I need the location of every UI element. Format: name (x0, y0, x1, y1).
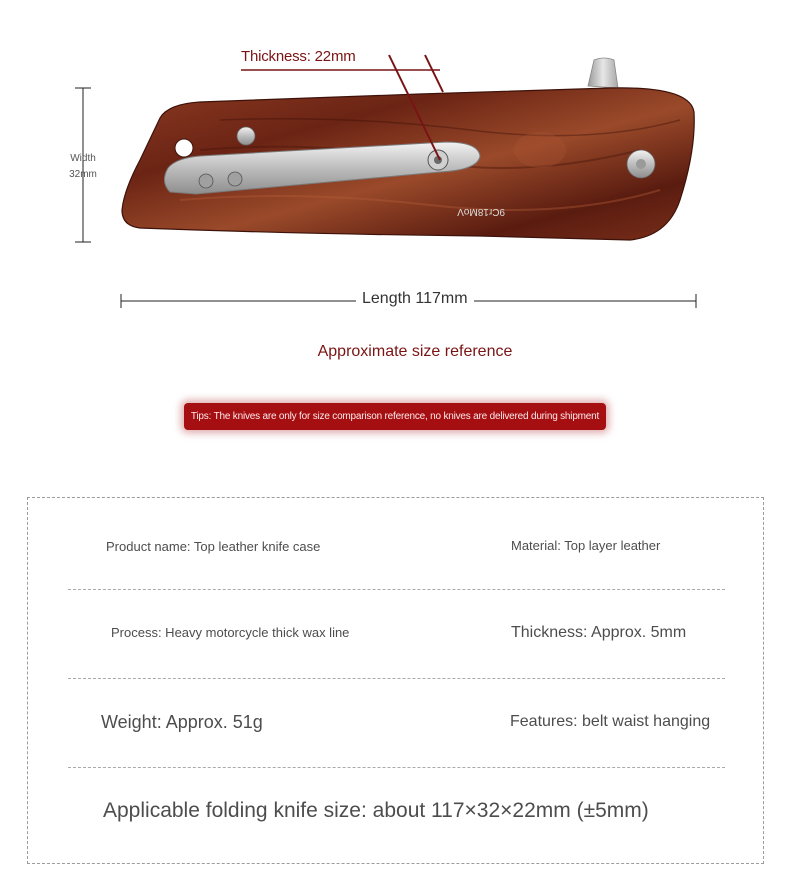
lanyard-hole (175, 139, 193, 157)
spec-divider (68, 589, 725, 590)
length-label: Length 117mm (356, 290, 474, 308)
tips-banner: Tips: The knives are only for size comparison reference, no knives are delivered during shipment (184, 403, 606, 430)
spec-thickness: Thickness: Approx. 5mm (511, 624, 687, 641)
width-label-line1: Width (70, 153, 96, 164)
spec-divider (68, 678, 725, 679)
spec-applicable-size: Applicable folding knife size: about 117×32×22mm (±5mm) (103, 799, 649, 822)
approx-size-caption: Approximate size reference (317, 343, 513, 360)
width-label (58, 151, 108, 183)
spec-features: Features: belt waist hanging (510, 713, 711, 730)
spec-material: Material: Top layer leather (511, 538, 661, 553)
width-label-line2: 32mm (69, 169, 97, 180)
blade-engraving: 9Cr18MoV (457, 206, 505, 217)
spec-weight: Weight: Approx. 51g (101, 712, 263, 732)
blade-tip (588, 58, 618, 88)
knife-illustration (0, 0, 790, 260)
spec-box (27, 497, 764, 864)
spec-product-name: Product name: Top leather knife case (106, 539, 321, 554)
spec-process: Process: Heavy motorcycle thick wax line (111, 625, 350, 640)
thickness-label: Thickness: 22mm (241, 48, 356, 65)
spec-divider (68, 767, 725, 768)
